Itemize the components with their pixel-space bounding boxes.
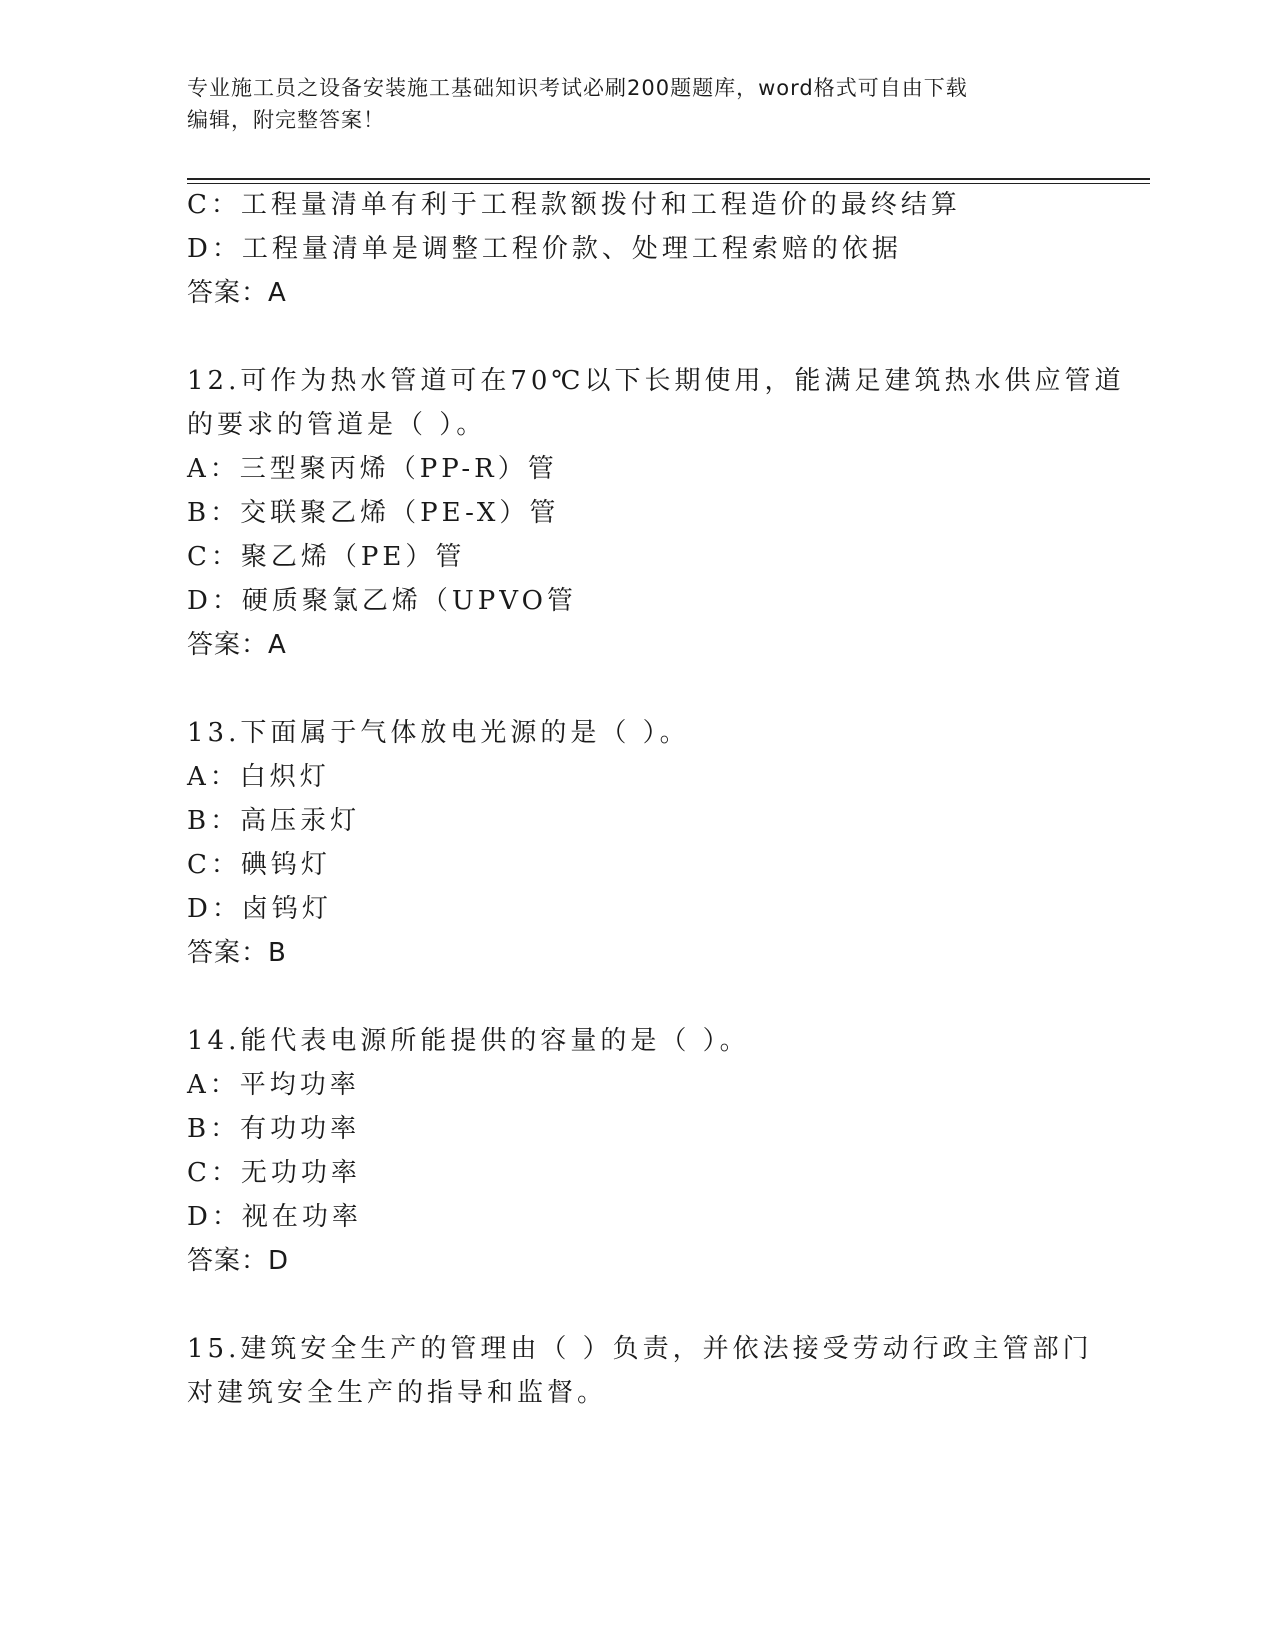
q14-answer: 答案：D [187,1246,290,1276]
q12-stem-line-1: 12.可作为热水管道可在70℃以下长期使用，能满足建筑热水供应管道 [187,366,1125,396]
q13-answer: 答案：B [187,938,287,968]
q12-answer: 答案：A [187,630,287,660]
q13-option-c: C：碘钨灯 [187,850,331,880]
q12-stem-line-2: 的要求的管道是（ ）。 [187,410,487,440]
q12-option-a: A：三型聚丙烯（PP-R）管 [187,454,558,484]
q13-option-d: D：卤钨灯 [187,894,332,924]
q12-option-c: C：聚乙烯（PE）管 [187,542,466,572]
document-header [187,72,1087,136]
q13-stem-line-1: 13.下面属于气体放电光源的是（ ）。 [187,718,690,748]
q13-option-a: A：白炽灯 [187,762,330,792]
q11-answer: 答案：A [187,278,287,308]
q14-option-b: B：有功功率 [187,1114,361,1144]
header-line-1: 专业施工员之设备安装施工基础知识考试必刷200题题库，word格式可自由下载 [187,76,968,100]
q11-option-c: C：工程量清单有利于工程款额拨付和工程造价的最终结算 [187,190,961,220]
q14-option-c: C：无功功率 [187,1158,361,1188]
header-line-2: 编辑，附完整答案！ [187,108,385,132]
q15-stem-line-1: 15.建筑安全生产的管理由（ ）负责，并依法接受劳动行政主管部门 [187,1334,1093,1364]
q12-option-b: B：交联聚乙烯（PE-X）管 [187,498,560,528]
q12-option-d: D：硬质聚氯乙烯（UPVO管 [187,586,577,616]
q13-option-b: B：高压汞灯 [187,806,361,836]
q14-option-a: A：平均功率 [187,1070,360,1100]
q15-stem-line-2: 对建筑安全生产的指导和监督。 [187,1378,608,1408]
header-divider-thin [187,183,1150,184]
q14-stem-line-1: 14.能代表电源所能提供的容量的是（ ）。 [187,1026,750,1056]
header-divider-thick [187,178,1150,180]
q14-option-d: D：视在功率 [187,1202,362,1232]
q11-option-d: D：工程量清单是调整工程价款、处理工程索赔的依据 [187,234,902,264]
